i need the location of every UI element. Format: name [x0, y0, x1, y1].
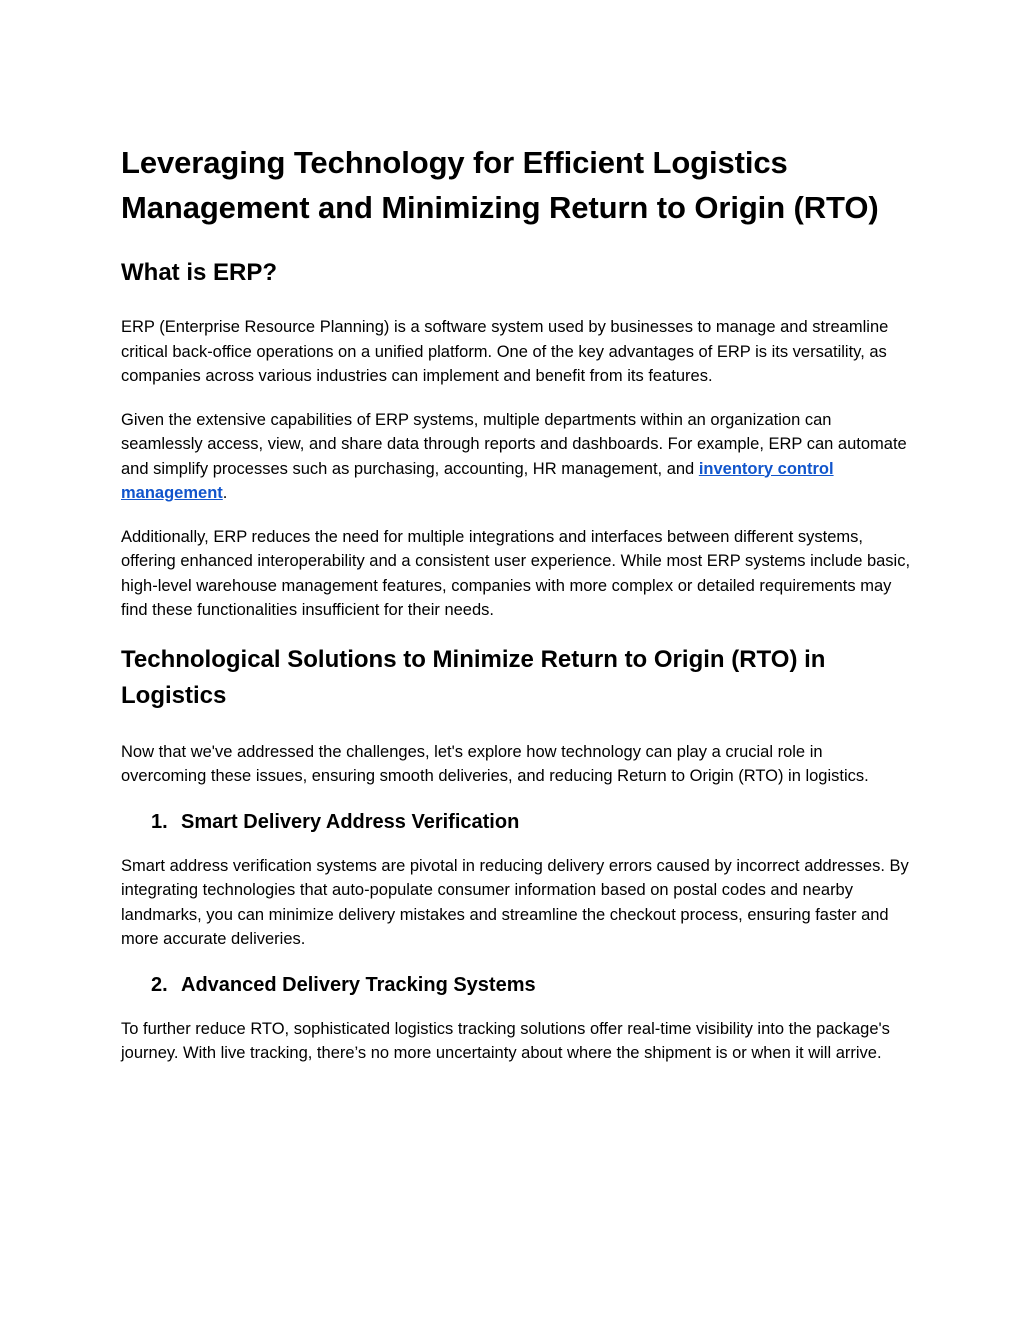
list-heading-text: Advanced Delivery Tracking Systems: [181, 973, 536, 996]
erp-paragraph-2-text: Given the extensive capabilities of ERP systems, multiple departments within an organization can seamlessly access, view, and share data through reports and dashboards. For example, ERP can automate and simplify processes such as purchasing, accounting, HR management, and: [121, 410, 907, 478]
tech-intro-paragraph: Now that we've addressed the challenges, let's explore how technology can play a crucial role in overcoming these issues, ensuring smooth deliveries, and reducing Return to Origin (RTO) in logistics.: [121, 742, 869, 785]
document-title: Leveraging Technology for Efficient Logistics Management and Minimizing Return to Origin (RTO): [121, 145, 879, 225]
erp-paragraph-2-end: .: [222, 484, 228, 502]
inventory-control-management-link[interactable]: inventory control management: [121, 459, 834, 502]
document-page: [121, 140, 911, 1085]
numbered-heading-2: [151, 971, 911, 999]
erp-paragraph-3: Additionally, ERP reduces the need for multiple integrations and interfaces between different systems, offering enhanced interoperability and a consistent user experience. While most ERP systems include basic, high-level warehouse management features, companies with more complex or detailed requirements may find these functionalities insufficient for their needs.: [121, 527, 911, 619]
address-verification-paragraph: Smart address verification systems are pivotal in reducing delivery errors caused by incorrect addresses. By integrating technologies that auto-populate consumer information based on postal codes and nearby landmarks, you can minimize delivery mistakes and streamline the checkout process, ensuring faster and more accurate deliveries.: [121, 856, 909, 948]
list-heading-text: Smart Delivery Address Verification: [181, 810, 520, 833]
delivery-tracking-paragraph: To further reduce RTO, sophisticated logistics tracking solutions offer real-time visibility into the package's journey. With live tracking, there’s no more uncertainty about where the shipment is or when it will arrive.: [121, 1019, 890, 1062]
list-number: 2.: [151, 973, 168, 996]
list-number: 1.: [151, 810, 168, 833]
section-heading-tech: Technological Solutions to Minimize Return to Origin (RTO) in Logistics: [121, 645, 826, 709]
numbered-heading-1: [151, 808, 911, 836]
erp-paragraph-1: ERP (Enterprise Resource Planning) is a software system used by businesses to manage and streamline critical back-office operations on a unified platform. One of the key advantages of ERP is its versatility, as companies across various industries can implement and benefit from its features.: [121, 318, 889, 385]
erp-paragraph-2: [121, 408, 911, 506]
section-heading-erp: What is ERP?: [121, 259, 278, 286]
